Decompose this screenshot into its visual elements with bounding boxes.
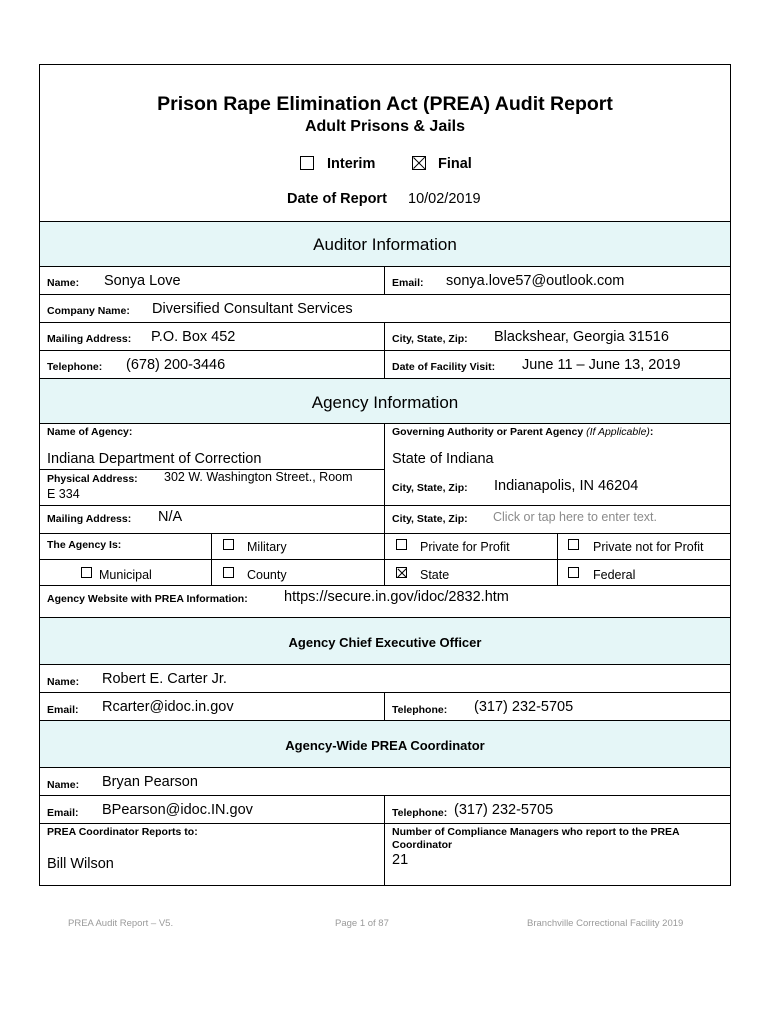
compliance-managers-label-line2: Coordinator bbox=[392, 839, 453, 851]
footer-version: PREA Audit Report – V5. bbox=[68, 918, 174, 929]
ceo-heading: Agency Chief Executive Officer bbox=[288, 635, 482, 650]
agency-is-label: The Agency Is: bbox=[47, 539, 122, 551]
coordinator-name-value[interactable]: Bryan Pearson bbox=[102, 774, 198, 790]
report-form bbox=[39, 64, 731, 886]
final-checkbox[interactable] bbox=[412, 156, 426, 170]
report-title: Prison Rape Elimination Act (PREA) Audit Report bbox=[157, 93, 613, 115]
ceo-email-value[interactable]: Rcarter@idoc.in.gov bbox=[102, 699, 234, 715]
ceo-name-value[interactable]: Robert E. Carter Jr. bbox=[102, 671, 227, 687]
state-label: State bbox=[420, 568, 450, 582]
compliance-managers-value[interactable]: 21 bbox=[392, 852, 409, 868]
ceo-email-label: Email: bbox=[47, 704, 79, 716]
coordinator-name-label: Name: bbox=[47, 779, 80, 791]
date-of-report-label: Date of Report bbox=[287, 191, 387, 207]
company-name-label: Company Name: bbox=[47, 305, 130, 317]
compliance-managers-label-line1: Number of Compliance Managers who report to the PREA bbox=[392, 826, 680, 838]
governing-authority-value[interactable]: State of Indiana bbox=[392, 451, 494, 467]
military-checkbox[interactable] bbox=[223, 539, 234, 550]
auditor-mailing-value[interactable]: P.O. Box 452 bbox=[151, 329, 236, 345]
final-label: Final bbox=[438, 156, 472, 172]
auditor-telephone-label: Telephone: bbox=[47, 361, 103, 373]
coordinator-telephone-value[interactable]: (317) 232-5705 bbox=[454, 802, 554, 818]
physical-address-line1[interactable]: 302 W. Washington Street., Room bbox=[164, 470, 353, 484]
physical-address-line2[interactable]: E 334 bbox=[47, 487, 80, 501]
ceo-telephone-label: Telephone: bbox=[392, 704, 448, 716]
federal-checkbox[interactable] bbox=[568, 567, 579, 578]
private-for-profit-checkbox[interactable] bbox=[396, 539, 407, 550]
report-subtitle: Adult Prisons & Jails bbox=[304, 118, 466, 135]
physical-city-state-zip-value[interactable]: Indianapolis, IN 46204 bbox=[494, 478, 639, 494]
physical-address-label: Physical Address: bbox=[47, 473, 138, 485]
interim-checkbox[interactable] bbox=[300, 156, 314, 170]
ceo-telephone-value[interactable]: (317) 232-5705 bbox=[474, 699, 574, 715]
facility-visit-label: Date of Facility Visit: bbox=[392, 361, 496, 373]
interim-label: Interim bbox=[327, 156, 376, 172]
private-for-profit-label: Private for Profit bbox=[420, 540, 510, 554]
coordinator-email-value[interactable]: BPearson@idoc.IN.gov bbox=[102, 802, 253, 818]
agency-mailing-label: Mailing Address: bbox=[47, 513, 132, 525]
municipal-label: Municipal bbox=[99, 568, 152, 582]
auditor-email-value[interactable]: sonya.love57@outlook.com bbox=[446, 273, 625, 289]
private-not-for-profit-label: Private not for Profit bbox=[593, 540, 704, 554]
auditor-city-state-zip-label: City, State, Zip: bbox=[392, 333, 468, 345]
municipal-checkbox[interactable] bbox=[81, 567, 92, 578]
agency-heading: Agency Information bbox=[311, 393, 459, 412]
company-name-value[interactable]: Diversified Consultant Services bbox=[152, 301, 353, 317]
footer-page-number: Page 1 of 87 bbox=[335, 918, 389, 929]
agency-website-value[interactable]: https://secure.in.gov/idoc/2832.htm bbox=[284, 589, 509, 605]
agency-mailing-city-state-zip-label: City, State, Zip: bbox=[392, 513, 468, 525]
auditor-name-label: Name: bbox=[47, 277, 80, 289]
date-of-report-value[interactable]: 10/02/2019 bbox=[408, 191, 481, 207]
auditor-city-state-zip-value[interactable]: Blackshear, Georgia 31516 bbox=[494, 329, 669, 345]
county-checkbox[interactable] bbox=[223, 567, 234, 578]
coordinator-email-label: Email: bbox=[47, 807, 79, 819]
physical-city-state-zip-label: City, State, Zip: bbox=[392, 482, 468, 494]
private-not-for-profit-checkbox[interactable] bbox=[568, 539, 579, 550]
governing-authority-label: Governing Authority or Parent Agency (If Applicable): bbox=[392, 426, 654, 438]
state-checkbox[interactable] bbox=[396, 567, 407, 578]
agency-website-label: Agency Website with PREA Information: bbox=[47, 593, 248, 605]
footer-facility: Branchville Correctional Facility 2019 bbox=[527, 918, 684, 929]
facility-visit-value[interactable]: June 11 – June 13, 2019 bbox=[522, 357, 681, 373]
auditor-email-label: Email: bbox=[392, 277, 424, 289]
auditor-telephone-value[interactable]: (678) 200-3446 bbox=[126, 357, 226, 373]
agency-mailing-value[interactable]: N/A bbox=[158, 509, 183, 525]
coordinator-heading: Agency-Wide PREA Coordinator bbox=[285, 738, 485, 753]
ceo-name-label: Name: bbox=[47, 676, 80, 688]
agency-name-label: Name of Agency: bbox=[47, 426, 133, 438]
coordinator-reports-to-value[interactable]: Bill Wilson bbox=[47, 856, 114, 872]
agency-name-value[interactable]: Indiana Department of Correction bbox=[47, 451, 262, 467]
county-label: County bbox=[247, 568, 287, 582]
auditor-heading: Auditor Information bbox=[313, 235, 457, 254]
coordinator-reports-to-label: PREA Coordinator Reports to: bbox=[47, 826, 198, 838]
agency-mailing-city-state-zip-input[interactable]: Click or tap here to enter text. bbox=[493, 510, 657, 524]
military-label: Military bbox=[247, 540, 287, 554]
coordinator-telephone-label: Telephone: bbox=[392, 807, 448, 819]
federal-label: Federal bbox=[593, 568, 636, 582]
auditor-mailing-label: Mailing Address: bbox=[47, 333, 132, 345]
auditor-name-value[interactable]: Sonya Love bbox=[104, 273, 181, 289]
